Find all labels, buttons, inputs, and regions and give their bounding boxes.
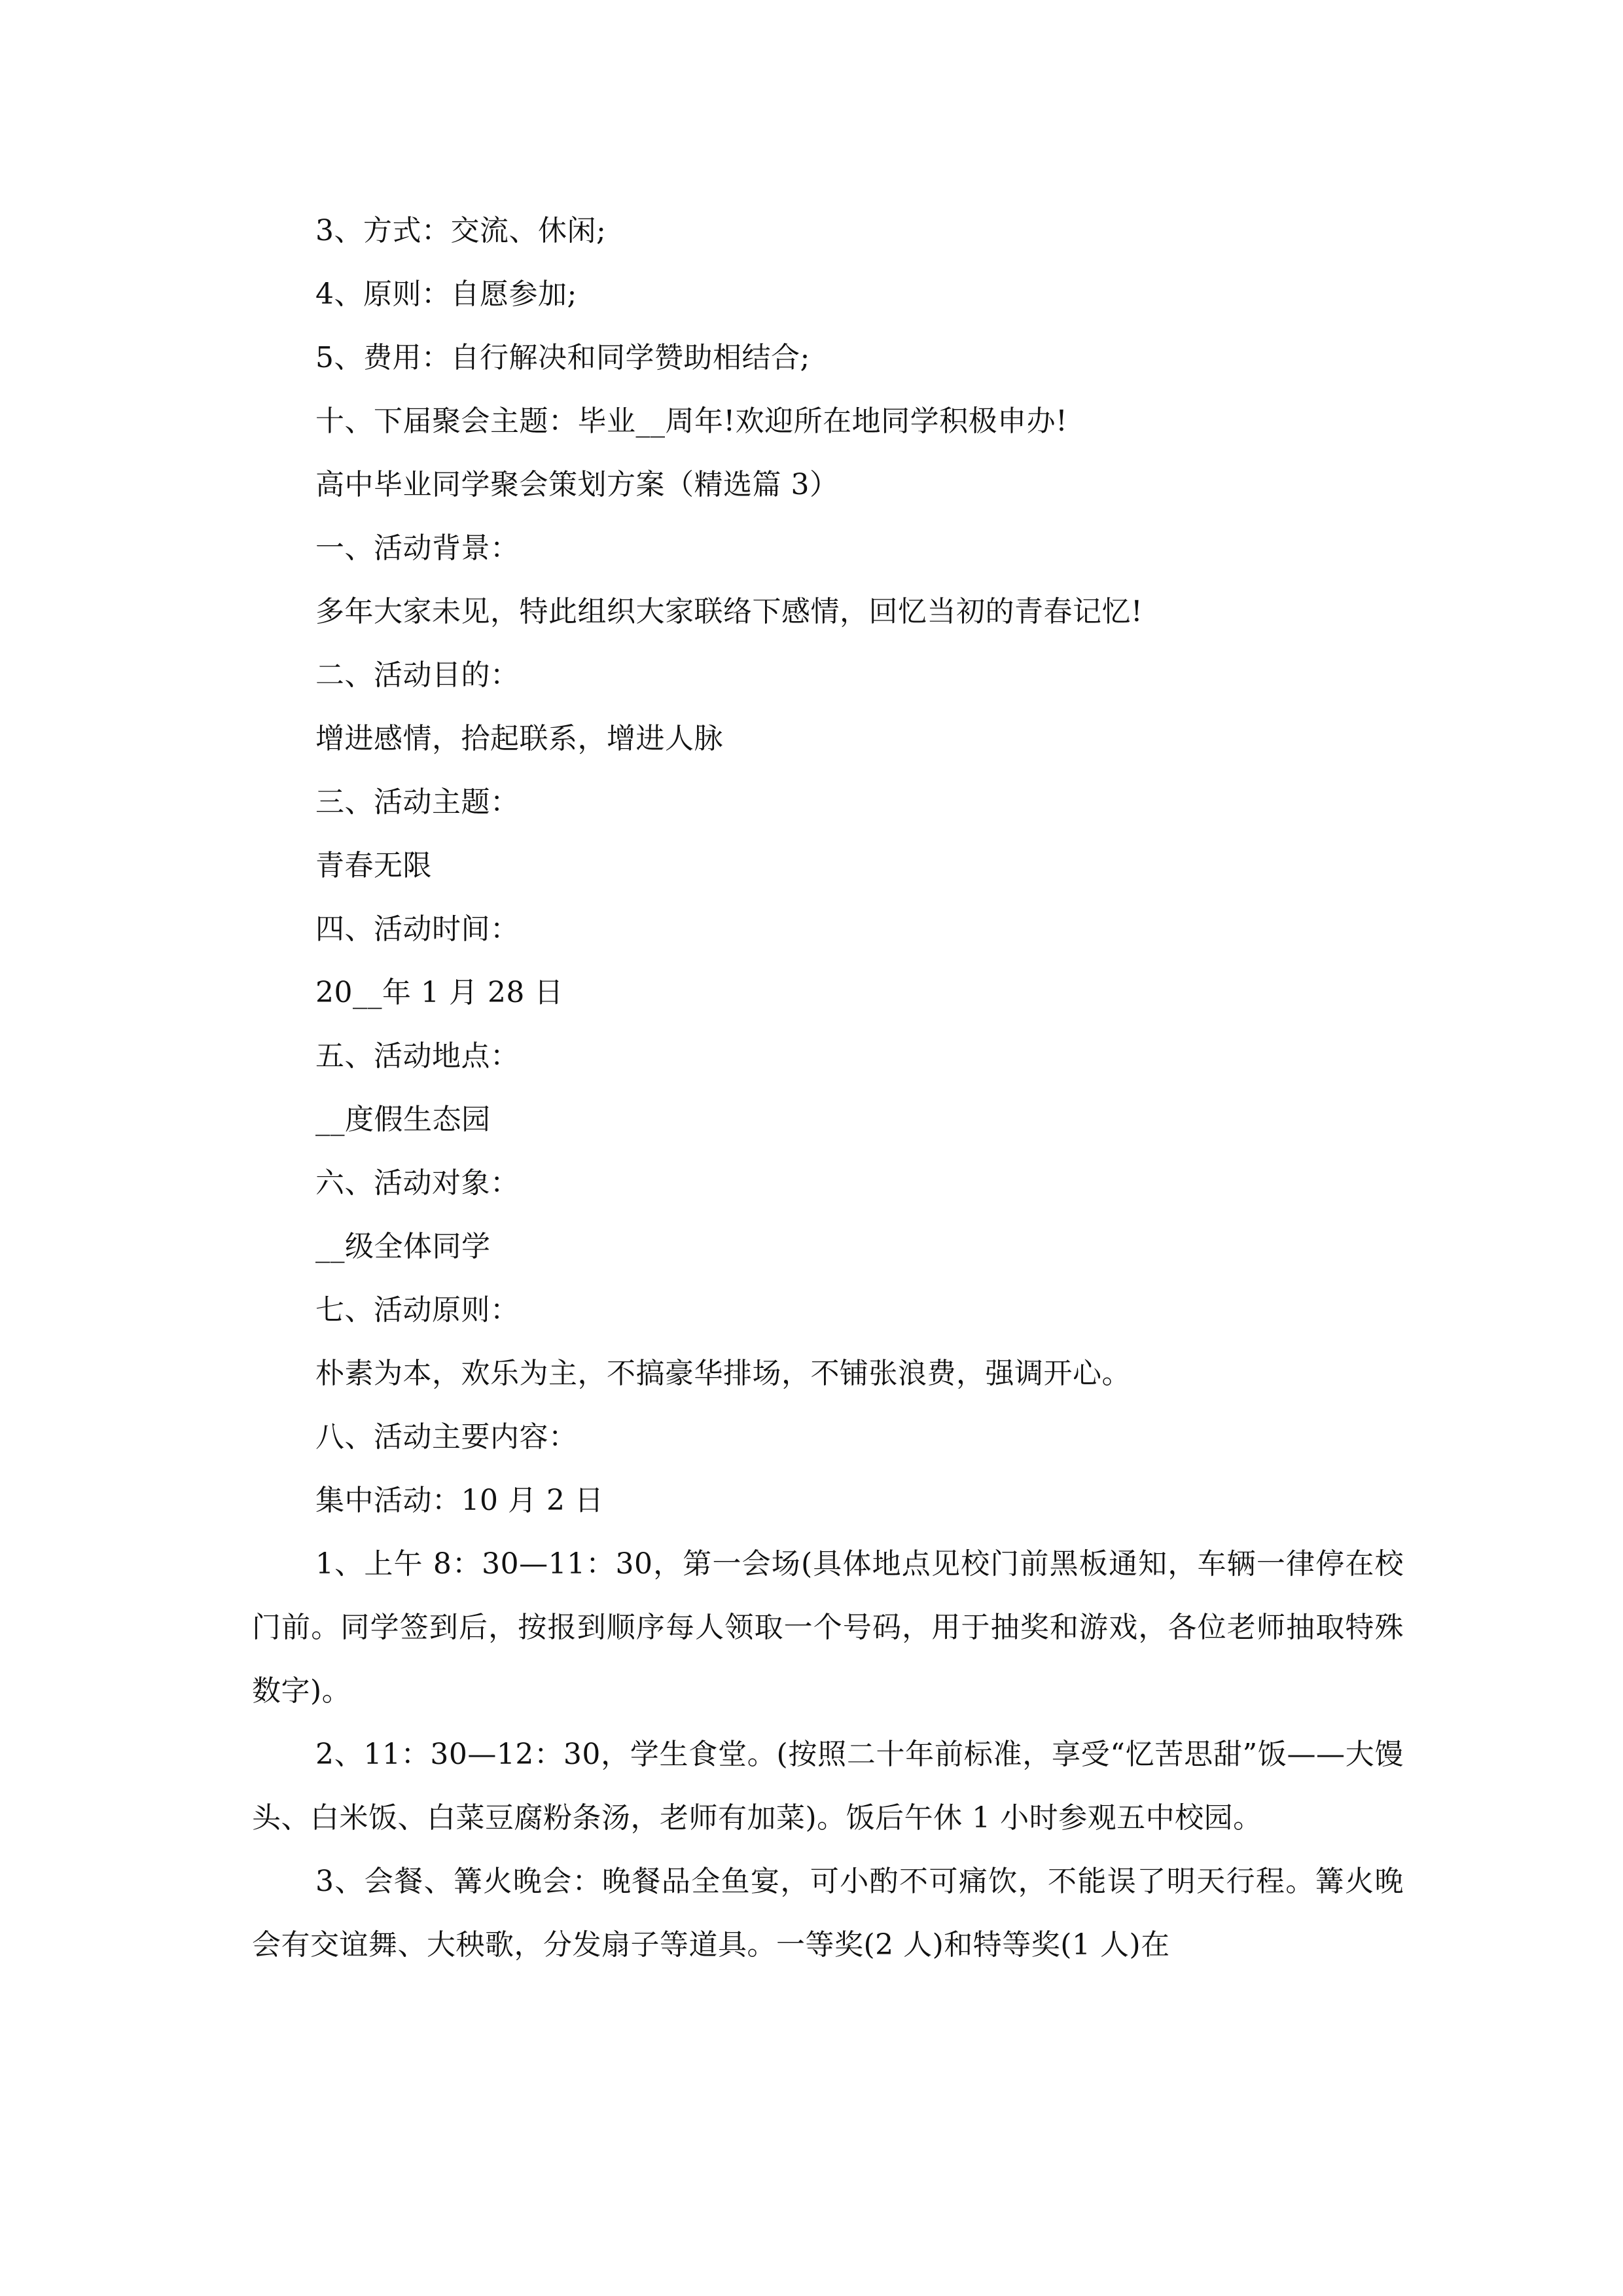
- heading: 四、活动时间：: [315, 912, 520, 946]
- text-line: 多年大家未见，特此组织大家联络下感情，回忆当初的青春记忆!: [315, 595, 1143, 628]
- text-line: 集中活动：10 月 2 日: [315, 1484, 604, 1517]
- text-line: __度假生态园: [315, 1103, 491, 1136]
- body-paragraph: 2、11：30—12：30，学生食堂。(按照二十年前标准，享受“忆苦思甜”饭——大馒头、白米饭、白菜豆腐粉条汤，老师有加菜)。饭后午休 1 小时参观五中校园。: [252, 1738, 1404, 1835]
- document-body: [252, 199, 1404, 1977]
- text-line: 5、费用：自行解决和同学赞助相结合;: [315, 341, 810, 374]
- heading: 八、活动主要内容：: [315, 1420, 578, 1454]
- text-line: 十、下届聚会主题：毕业__周年!欢迎所在地同学积极申办!: [315, 404, 1068, 438]
- text-line: __级全体同学: [315, 1230, 491, 1263]
- text-line: 增进感情，拾起联系，增进人脉: [315, 722, 723, 755]
- text-line: 3、方式：交流、休闲;: [315, 214, 607, 247]
- text-line: 朴素为本，欢乐为主，不搞豪华排场，不铺张浪费，强调开心。: [315, 1357, 1131, 1390]
- heading: 七、活动原则：: [315, 1293, 520, 1327]
- heading: 三、活动主题：: [315, 785, 520, 819]
- heading: 一、活动背景：: [315, 531, 520, 565]
- body-paragraph: 3、会餐、篝火晚会：晚餐品全鱼宴，可小酌不可痛饮，不能误了明天行程。篝火晚会有交谊舞、大秧歌，分发扇子等道具。一等奖(2 人)和特等奖(1 人)在: [252, 1865, 1404, 1962]
- text-line: 4、原则：自愿参加;: [315, 278, 577, 311]
- heading: 二、活动目的：: [315, 658, 520, 692]
- heading: 六、活动对象：: [315, 1166, 520, 1200]
- heading: 五、活动地点：: [315, 1039, 520, 1073]
- text-line: 20__年 1 月 28 日: [315, 976, 563, 1009]
- body-paragraph: 1、上午 8：30—11：30，第一会场(具体地点见校门前黑板通知，车辆一律停在校门前。同学签到后，按报到顺序每人领取一个号码，用于抽奖和游戏，各位老师抽取特殊数字)。: [252, 1547, 1404, 1708]
- text-line: 青春无限: [315, 849, 432, 882]
- section-title: 高中毕业同学聚会策划方案（精选篇 3）: [315, 468, 839, 501]
